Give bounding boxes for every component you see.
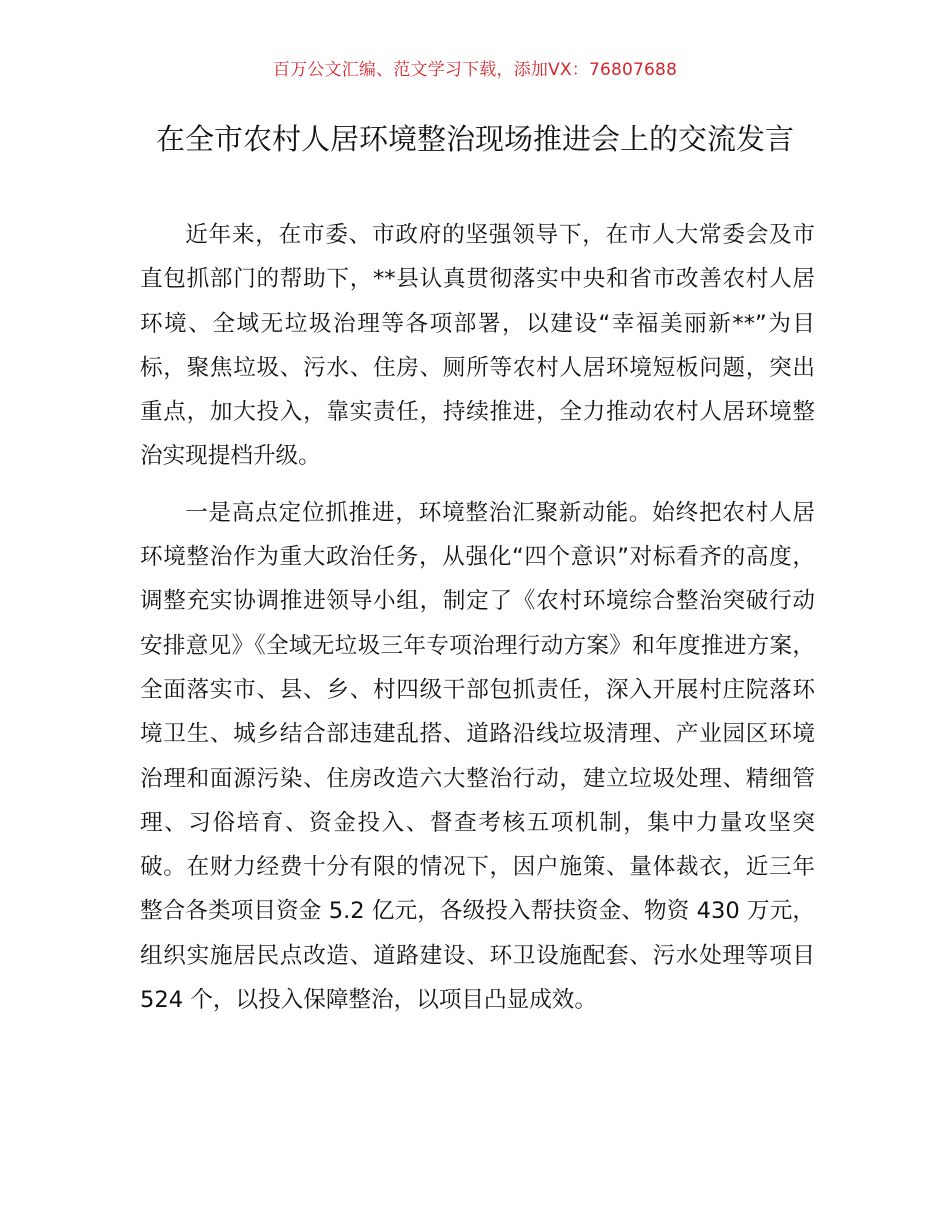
document-title: 在全市农村人居环境整治现场推进会上的交流发言	[155, 122, 794, 156]
header-ad-text: 百万公文汇编、范文学习下载，添加VX：76807688	[272, 60, 678, 80]
document-body	[140, 213, 815, 1022]
paragraph-point-one: 一是高点定位抓推进，环境整治汇聚新动能。始终把农村人居环境整治作为重大政治任务，从强化“四个意识”对标看齐的高度，调整充实协调推进领导小组，制定了《农村环境综合整治突破行动安排意见》《全域无垃圾三年专项治理行动方案》和年度推进方案，全面落实市、县、乡、村四级干部包抓责任，深入开展村庄院落环境卫生、城乡结合部违建乱搭、道路沿线垃圾清理、产业园区环境治理和面源污染、住房改造六大整治行动，建立垃圾处理、精细管理、习俗培育、资金投入、督查考核五项机制，集中力量攻坚突破。在财力经费十分有限的情况下，因户施策、量体裁衣，近三年整合各类项目资金 5.2 亿元，各级投入帮扶资金、物资 430 万元，组织实施居民点改造、道路建设、环卫设施配套、污水处理等项目 524 个，以投入保障整治，以项目凸显成效。	[140, 499, 815, 1014]
paragraph-intro: 近年来，在市委、市政府的坚强领导下，在市人大常委会及市直包抓部门的帮助下，**县认真贯彻落实中央和省市改善农村人居环境、全域无垃圾治理等各项部署，以建设“幸福美丽新**”为目标，聚焦垃圾、污水、住房、厕所等农村人居环境短板问题，突出重点，加大投入，靠实责任，持续推进，全力推动农村人居环境整治实现提档升级。	[140, 222, 815, 470]
